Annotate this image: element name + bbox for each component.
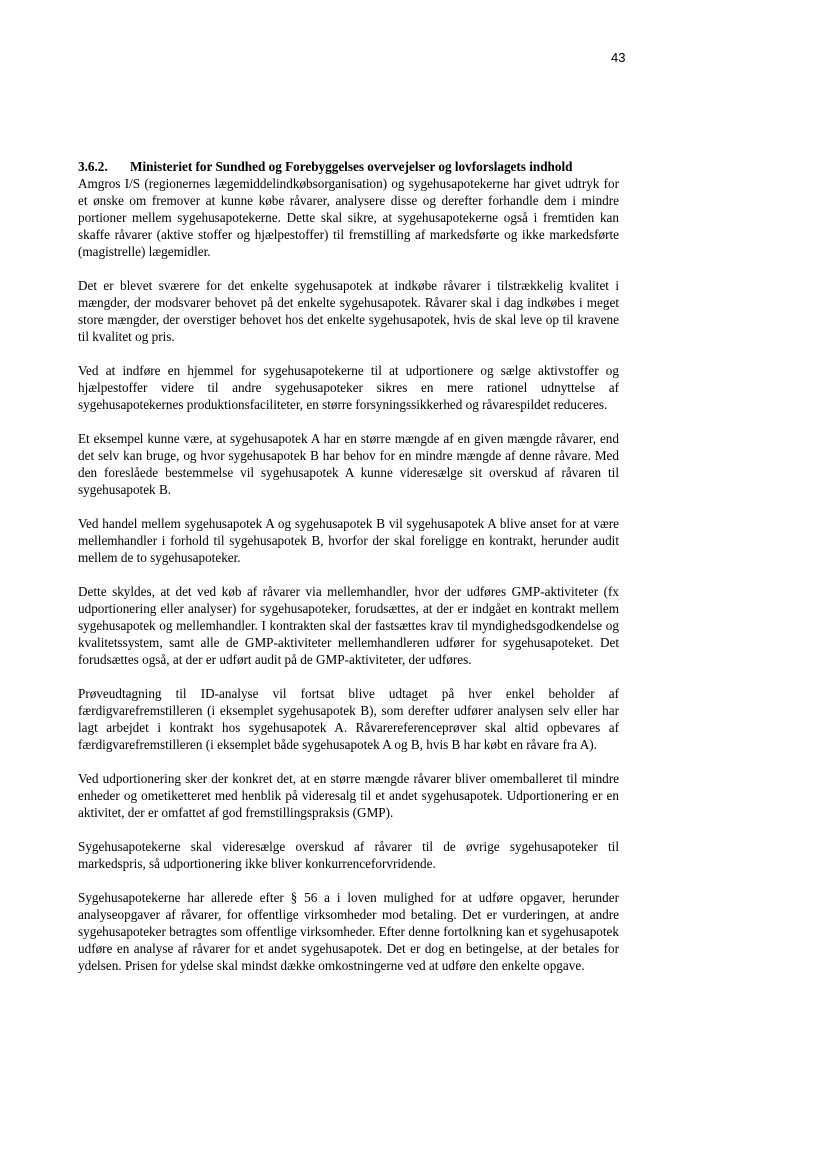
- page-number: 43: [611, 50, 626, 65]
- paragraph: Dette skyldes, at det ved køb af råvarer via mellemhandler, hvor der udføres GMP-aktiviteter (fx udportionering eller analyser) for sygehusapoteker, forudsættes, at der er indgået en kontrakt mellem sygehusapotek og mellemhandler. I kontrakten skal der fastsættes krav til myndighedsgodkendelse og kvalitetssystem, samt alle de GMP-aktiviteter mellemhandleren udfører for sygehusapoteket. Det forudsættes også, at der er udført audit på de GMP-aktiviteter, der udføres.: [78, 584, 619, 667]
- section-heading: [78, 158, 619, 175]
- paragraph: Det er blevet sværere for det enkelte sygehusapotek at indkøbe råvarer i tilstrækkelig kvalitet i mængder, der modsvarer behovet på det enkelte sygehusapotek. Råvarer skal i dag indkøbes i meget store mængder, der overstiger behovet hos det enkelte sygehusapotek, hvis de skal leve op til kravene til kvalitet og pris.: [78, 278, 619, 344]
- paragraph: Ved udportionering sker der konkret det, at en større mængde råvarer bliver omemballeret til mindre enheder og ometiketteret med henblik på videresalg til et andet sygehusapotek. Udportionering er en aktivitet, der er omfattet af god fremstillingspraksis (GMP).: [78, 771, 619, 820]
- section-number: 3.6.2.: [78, 159, 108, 174]
- paragraph: Prøveudtagning til ID-analyse vil fortsat blive udtaget på hver enkel beholder af færdigvarefremstilleren (i eksemplet sygehusapotek B), som derefter udfører analysen selv eller har lagt arbejdet i kontrakt hos sygehusapotek A. Råvarereferenceprøver skal altid opbevares af færdigvarefremstilleren (i eksemplet både sygehusapotek A og B, hvis B har købt en råvare fra A).: [78, 686, 619, 752]
- paragraph: Et eksempel kunne være, at sygehusapotek A har en større mængde af en given mængde råvarer, end det selv kan bruge, og hvor sygehusapotek B har behov for en mindre mængde af denne råvare. Med den foreslåede bestemmelse vil sygehusapotek A kunne videresælge sit overskud af råvaren til sygehusapotek B.: [78, 431, 619, 497]
- document-body: [78, 158, 619, 991]
- paragraph: Ved at indføre en hjemmel for sygehusapotekerne til at udportionere og sælge aktivstoffer og hjælpestoffer videre til andre sygehusapoteker sikres en mere rationel udnyttelse af sygehusapotekernes produktionsfaciliteter, en større forsyningssikkerhed og råvarespildet reduceres.: [78, 363, 619, 412]
- paragraph: Sygehusapotekerne skal videresælge overskud af råvarer til de øvrige sygehusapoteker til markedspris, så udportionering ikke bliver konkurrenceforvridende.: [78, 839, 619, 871]
- paragraph: Sygehusapotekerne har allerede efter § 56 a i loven mulighed for at udføre opgaver, herunder analyseopgaver af råvarer, for offentlige virksomheder mod betaling. Det er vurderingen, at andre sygehusapoteker betragtes som offentlige virksomheder. Efter denne fortolkning kan et sygehusapotek udføre en analyse af råvarer for et andet sygehusapotek. Det er dog en betingelse, at der betales for ydelsen. Prisen for ydelse skal mindst dække omkostningerne ved at udføre den enkelte opgave.: [78, 890, 619, 973]
- section-title: Ministeriet for Sundhed og Forebyggelses overvejelser og lovforslagets indhold: [130, 159, 573, 174]
- paragraph: Amgros I/S (regionernes lægemiddelindkøbsorganisation) og sygehusapotekerne har givet udtryk for et ønske om fremover at kunne købe råvarer, analysere disse og derefter forhandle dem i mindre portioner mellem sygehusapotekerne. Dette skal sikre, at sygehusapotekerne også i fremtiden kan skaffe råvarer (aktive stoffer og hjælpestoffer) til fremstilling af markedsførte og ikke markedsførte (magistrelle) lægemidler.: [78, 176, 619, 259]
- paragraph: Ved handel mellem sygehusapotek A og sygehusapotek B vil sygehusapotek A blive anset for at være mellemhandler i forhold til sygehusapotek B, hvorfor der skal foreligge en kontrakt, herunder audit mellem de to sygehusapoteker.: [78, 516, 619, 565]
